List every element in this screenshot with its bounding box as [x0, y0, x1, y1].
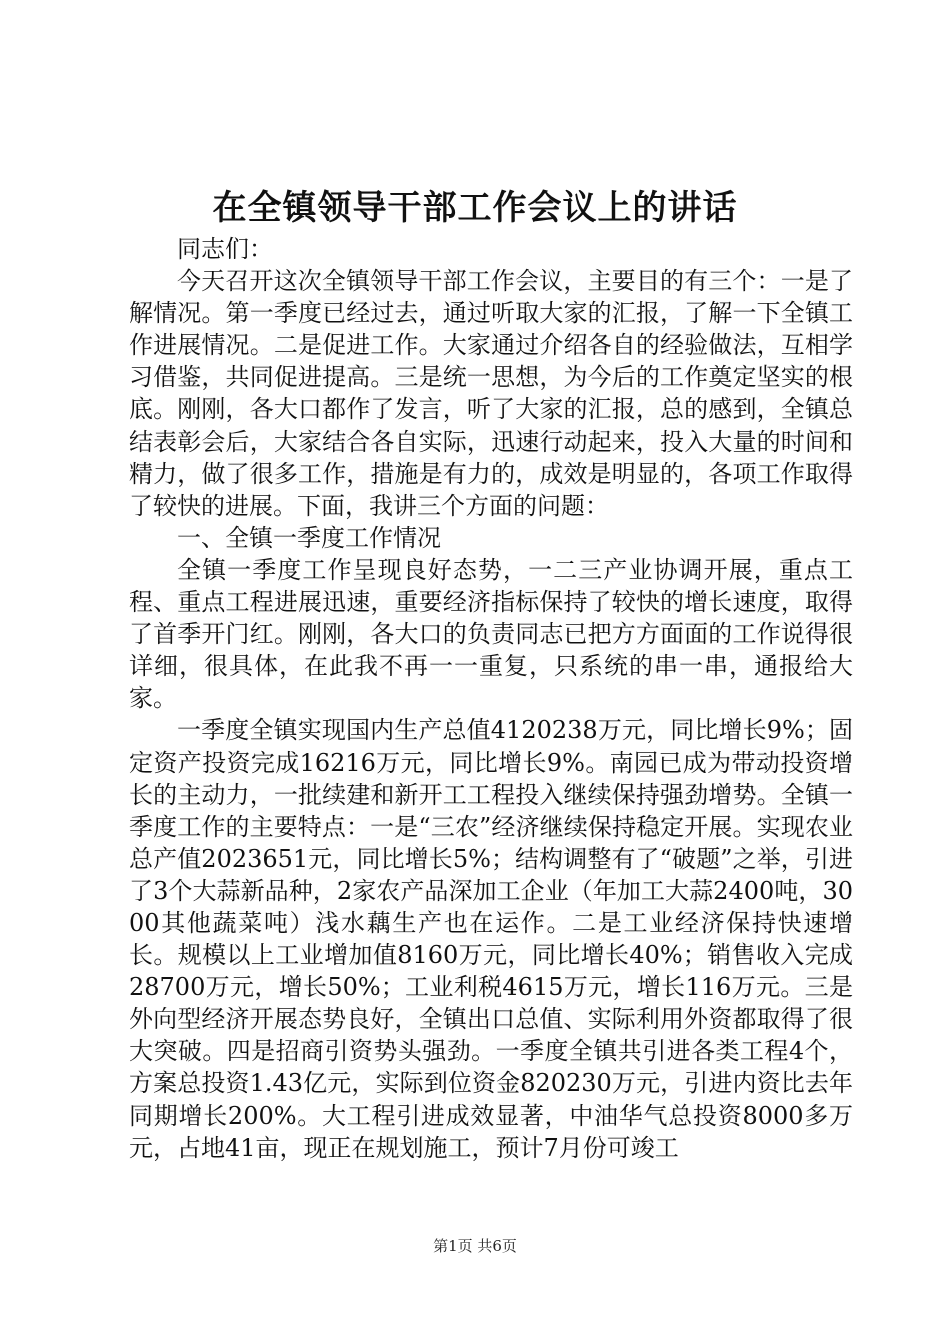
page-number-footer: 第1页 共6页 [433, 1237, 517, 1255]
document-body [129, 233, 853, 1164]
salutation-paragraph: 同志们： [177, 235, 273, 263]
statistics-paragraph: 一季度全镇实现国内生产总值4120238万元，同比增长9%；固定资产投资完成16216万元，同比增长9%。南园已成为带动投资增长的主动力，一批续建和新开工工程投入继续保持强劲增势。全镇一季度工作的主要特点：一是“三农”经济继续保持稳定开展。实现农业总产值2023651元，同比增长5%；结构调整有了“破题”之举，引进了3个大蒜新品种，2家农产品深加工企业（年加工大蒜2400吨，3000其他蔬菜吨）浅水藕生产也在运作。二是工业经济保持快速增长。规模以上工业增加值8160万元，同比增长40%；销售收入完成28700万元，增长50%；工业利税4615万元，增长116万元。三是外向型经济开展态势良好，全镇出口总值、实际利用外资都取得了很大突破。四是招商引资势头强劲。一季度全镇共引进各类工程4个，方案总投资1.43亿元，实际到位资金820230万元，引进内资比去年同期增长200%。大工程引进成效显著，中油华气总投资8000多万元，占地41亩，现正在规划施工，预计7月份可竣工 [129, 716, 853, 1162]
document-title: 在全镇领导干部工作会议上的讲话 [212, 188, 738, 228]
section-overview-paragraph: 全镇一季度工作呈现良好态势，一二三产业协调开展，重点工程、重点工程进展迅速，重要经济指标保持了较快的增长速度，取得了首季开门红。刚刚，各大口的负责同志已把方方面面的工作说得很详细，很具体，在此我不再一一重复，只系统的串一串，通报给大家。 [129, 555, 853, 713]
section-heading: 一、全镇一季度工作情况 [177, 523, 441, 552]
intro-paragraph: 今天召开这次全镇领导干部工作会议，主要目的有三个：一是了解情况。第一季度已经过去，通过听取大家的汇报，了解一下全镇工作进展情况。二是促进工作。大家通过介绍各自的经验做法，互相学习借鉴，共同促进提高。三是统一思想，为今后的工作奠定坚实的根底。刚刚，各大口都作了发言，听了大家的汇报，总的感到，全镇总结表彰会后，大家结合各自实际，迅速行动起来，投入大量的时间和精力，做了很多工作，措施是有力的，成效是明显的，各项工作取得了较快的进展。下面，我讲三个方面的问题： [129, 267, 853, 520]
